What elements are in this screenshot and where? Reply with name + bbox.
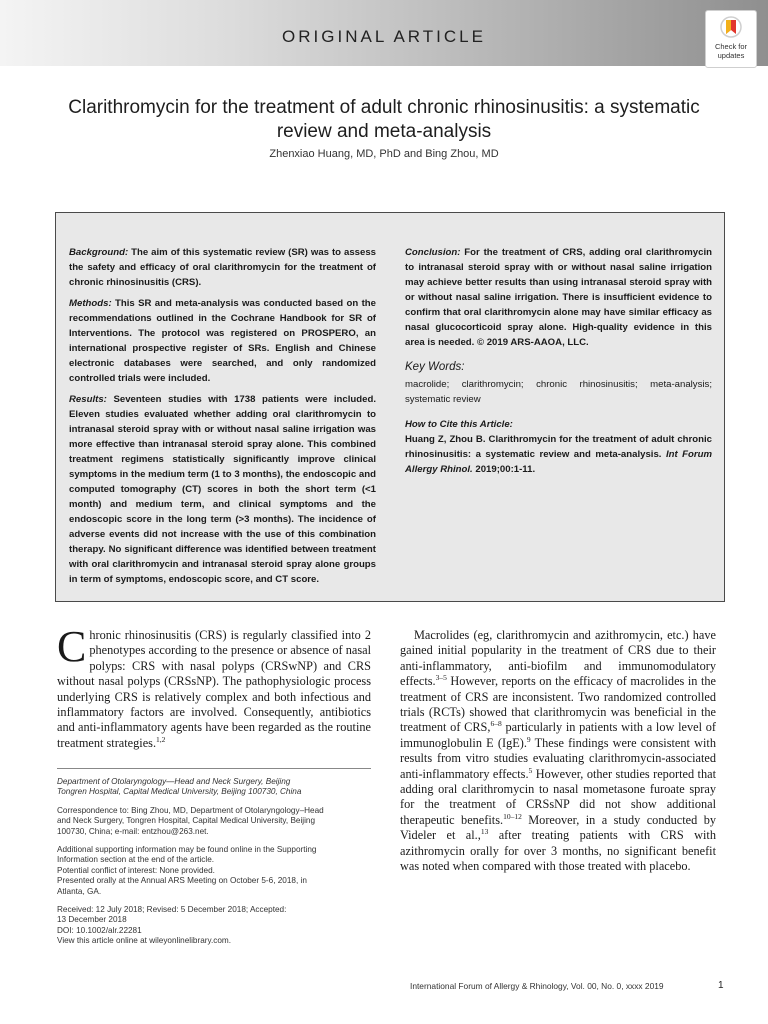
bookmark-icon — [720, 16, 742, 42]
abstract-methods — [69, 296, 376, 386]
body-text: Moreover, in a study conducted by Videler et al., — [400, 812, 716, 843]
check-for-updates-badge[interactable] — [705, 10, 757, 68]
keywords-text: macrolide; clarithromycin; chronic rhinosinusitis; meta-analysis; systematic review — [405, 379, 712, 405]
cite-volume: 2019;00:1-11. — [475, 464, 536, 475]
correspondence-line: Correspondence to: Bing Zhou, MD, Department of Otolaryngology–Head — [57, 805, 324, 815]
affiliation-line: Department of Otolaryngology—Head and Neck Surgery, Beijing — [57, 777, 291, 786]
presented-line: Atlanta, GA. — [57, 886, 102, 896]
intro-paragraph — [57, 622, 371, 751]
ref-13: 13 — [480, 827, 489, 837]
correspondence-line: and Neck Surgery, Tongren Hospital, Capital Medical University, Beijing — [57, 816, 316, 826]
cite-journal: Int Forum Allergy Rhinol. — [405, 449, 712, 475]
view-online-line[interactable]: View this article online at wileyonlinelibrary.com. — [57, 936, 231, 946]
keywords-heading: Key Words: — [405, 361, 465, 373]
conclusion-heading: Conclusion: — [405, 247, 461, 258]
ref-9: 9 — [526, 734, 531, 744]
abstract-conclusion — [405, 245, 712, 350]
doi-line[interactable]: DOI: 10.1002/alr.22281 — [57, 925, 142, 935]
dates-line: 13 December 2018 — [57, 915, 127, 925]
body-text: Macrolides (eg, clarithromycin and azithromycin, etc.) have gained initial popularity in the treatment of CRS due to their anti-inflammatory, anti-biofilm and immunomodulatory effects. — [400, 628, 716, 689]
cite-authors-title: Huang Z, Zhou B. Clarithromycin for the treatment of adult chronic rhinosinusitis: a systematic review and meta-analysis. — [405, 434, 712, 460]
macrolides-paragraph — [400, 628, 716, 875]
info-line: Information section at the end of the article. — [57, 855, 215, 865]
ref-5: 5 — [528, 765, 533, 775]
abstract-right-column — [405, 245, 712, 477]
conflict-line: Potential conflict of interest: None provided. — [57, 865, 215, 875]
body-column-left — [57, 622, 371, 751]
article-type-label: ORIGINAL ARTICLE — [282, 27, 486, 46]
badge-label-line2: updates — [717, 51, 745, 60]
body-text: These findings were consistent with results from vitro studies evaluating clarithromycin-associated anti-inflammatory effects. — [400, 735, 716, 781]
page-number: 1 — [718, 980, 724, 991]
article-type-banner — [0, 0, 768, 66]
footer-journal-info: International Forum of Allergy & Rhinology, Vol. 00, No. 0, xxxx 2019 — [410, 981, 664, 991]
article-authors: Zhenxiao Huang, MD, PhD and Bing Zhou, MD — [269, 148, 499, 160]
presented-line: Presented orally at the Annual ARS Meeting on October 5-6, 2018, in — [57, 876, 307, 886]
article-title: Clarithromycin for the treatment of adult chronic rhinosinusitis: a systematic review and meta-analysis — [68, 97, 700, 142]
footnotes — [57, 768, 371, 955]
ref-6-8: 6–8 — [490, 719, 502, 729]
abstract-box — [55, 212, 725, 602]
intro-text: hronic rhinosinusitis (CRS) is regularly classified into 2 phenotypes according to the presence or absence of nasal polyps: CRS with nasal polyps (CRSwNP) and CRS without nasal polyps (CRSsNP). The pathophysiologic process underlying CRS is relatively complex and both infectious and inflammatory factors are involved. Consequently, antibiotics and anti-inflammatory agents have been regarded as the routine treatment strategies. — [57, 628, 371, 750]
cite-text — [405, 432, 712, 477]
body-column-right — [400, 628, 716, 875]
body-text: However, other studies reported that adding oral clarithromycin to nasal mometasone furoate spray for the treatment of CRSsNP did not show additional therapeutic benefits. — [400, 766, 716, 827]
abstract-left-column — [69, 245, 376, 593]
ref-3-5: 3–5 — [435, 673, 447, 683]
correspondence — [57, 806, 371, 837]
background-text: The aim of this systematic review (SR) was to assess the safety and efficacy of oral clarithromycin for the treatment of chronic rhinosinusitis (CRS). — [69, 247, 377, 288]
results-heading: Results: — [69, 394, 107, 405]
affiliation — [57, 777, 371, 798]
dates-line: Received: 12 July 2018; Revised: 5 December 2018; Accepted: — [57, 905, 287, 915]
body-text: after treating patients with CRS with azithromycin orally for over 3 months, no significant benefit was noted when compared with those treated with placebo. — [400, 828, 716, 874]
cite-heading: How to Cite this Article: — [405, 419, 513, 430]
body-text: However, reports on the efficacy of macrolides in the treatment of CRS are inconsistent. Two randomized controlled trials (RCTs) showed that clarithromycin was beneficial in the treatment of CRS, — [400, 674, 716, 735]
ref-10-12: 10–12 — [503, 811, 522, 821]
drop-cap: C — [57, 622, 87, 671]
ref-1-2: 1,2 — [156, 734, 166, 744]
abstract-background — [69, 245, 376, 290]
conclusion-text: For the treatment of CRS, adding oral clarithromycin to intranasal steroid spray with or without nasal saline irrigation may achieve better results than using intranasal steroid spray with or without nasal saline irrigation. There is insufficient evidence to confirm that oral clarithromycin alone may have similar efficacy as nasal glucocorticoid spray alone. High-quality evidence in this area is needed. © 2019 ARS-AAOA, LLC. — [405, 247, 712, 348]
abstract-results — [69, 392, 376, 587]
footnote-divider — [57, 768, 371, 769]
methods-text: This SR and meta-analysis was conducted based on the recommendations outlined in the Cochrane Handbook for SR of Interventions. The protocol was registered on PROSPERO, an international prospective register of SRs. English and Chinese electronic databases were searched, and only randomized controlled trials were included. — [69, 298, 376, 384]
affiliation-line: Tongren Hospital, Capital Medical University, Beijing 100730, China — [57, 787, 302, 797]
publication-dates — [57, 905, 371, 947]
background-heading: Background: — [69, 247, 129, 258]
badge-label-line1: Check for — [714, 42, 748, 51]
info-line: Additional supporting information may be found online in the Supporting — [57, 845, 317, 855]
methods-heading: Methods: — [69, 298, 112, 309]
correspondence-line: 100730, China; e-mail: entzhou@263.net. — [57, 826, 209, 836]
results-text: Seventeen studies with 1738 patients were included. Eleven studies evaluated whether adding oral clarithromycin to intranasal steroid spray with or without nasal saline irrigation was more effective than intranasal steroid spray alone. This combined treatment regimens statistically significantly improve clinical symptoms in the medium term (1 to 3 months), the endoscopic and computed tomography (CT) scores in both the short term (<1 month) and medium term, and clinical symptoms and the endoscopic score in the long term (>3 months). The incidence of adverse events did not increase with the use of this combination therapy. No significant difference was identified between treatment with oral clarithromycin and intranasal steroid spray alone groups in term of symptoms, endoscopic score, and CT score. — [69, 394, 377, 585]
body-text: particularly in patients with a low level of immunoglobulin E (IgE). — [400, 720, 716, 750]
additional-info — [57, 845, 371, 897]
